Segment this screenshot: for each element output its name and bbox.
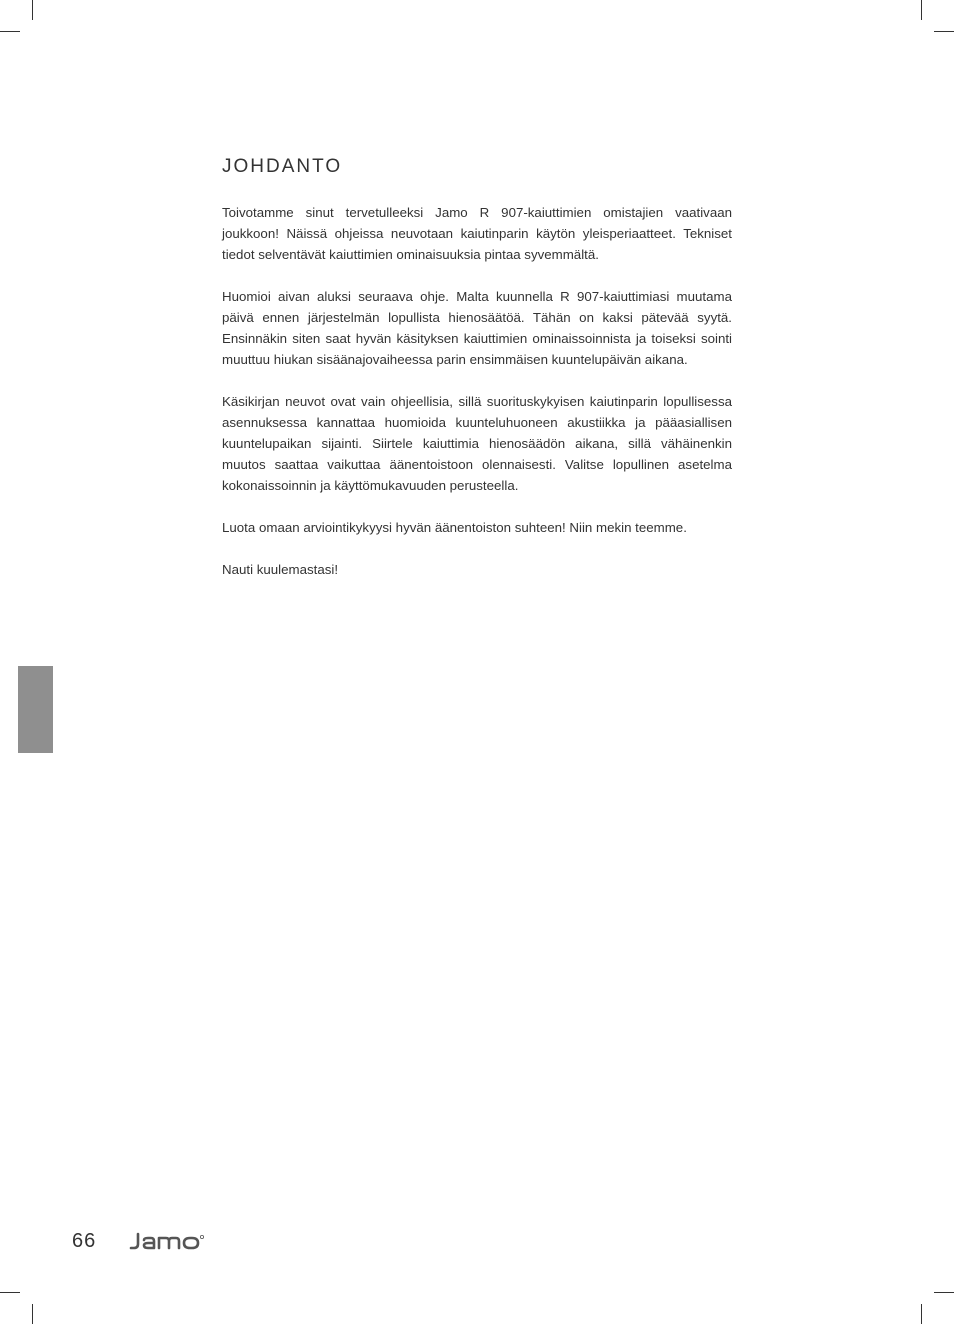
document-body bbox=[222, 154, 732, 601]
paragraph-4: Luota omaan arviointikykyysi hyvän äänentoiston suhteen! Niin mekin teemme. bbox=[222, 520, 687, 535]
crop-mark-top-right-h bbox=[934, 31, 954, 32]
crop-mark-top-left-h bbox=[0, 31, 20, 32]
crop-mark-top-right-v bbox=[921, 0, 922, 20]
paragraph-1: Toivotamme sinut tervetulleeksi Jamo R 907-kaiuttimien omistajien vaativaan joukkoon! Näissä ohjeissa neuvotaan kaiutinparin käytön yleisperiaatteet. Tekniset tiedot selventävät kaiuttimien ominaisuuksia pintaa syvemmältä. bbox=[222, 205, 732, 262]
crop-mark-bottom-right-v bbox=[921, 1304, 922, 1324]
crop-mark-top-left-v bbox=[32, 0, 33, 20]
page-title: JOHDANTO bbox=[222, 156, 343, 177]
section-tab-marker bbox=[18, 666, 53, 753]
paragraph-2: Huomioi aivan aluksi seuraava ohje. Malta kuunnella R 907-kaiuttimiasi muutama päivä ennen järjestelmän lopullista hienosäätöä. Tähän on kaksi pätevää syytä. Ensinnäkin siten saat hyvän käsityksen kaiuttimien ominaissoinnista ja toiseksi sointi muuttuu hiukan sisäänajovaiheessa parin ensimmäisen kuuntelupäivän aikana. bbox=[222, 289, 732, 367]
jamo-logo-icon bbox=[128, 1230, 208, 1252]
page-number: 66 bbox=[72, 1230, 97, 1252]
crop-mark-bottom-right-h bbox=[934, 1292, 954, 1293]
crop-mark-bottom-left-v bbox=[32, 1304, 33, 1324]
paragraph-3: Käsikirjan neuvot ovat vain ohjeellisia, sillä suorituskykyisen kaiutinparin lopullisessa asennuksessa kannattaa huomioida kuunteluhuoneen akustiikka ja pääasiallisen kuuntelupaikan sijainti. Siirtele kaiuttimia hienosäädön aikana, sillä vähäinenkin muutos saattaa vaikuttaa äänentoistoon olennaisesti. Valitse lopullinen asetelma kokonaissoinnin ja käyttömukavuuden perusteella. bbox=[222, 394, 732, 493]
paragraph-5: Nauti kuulemastasi! bbox=[222, 562, 339, 577]
crop-mark-bottom-left-h bbox=[0, 1292, 20, 1293]
